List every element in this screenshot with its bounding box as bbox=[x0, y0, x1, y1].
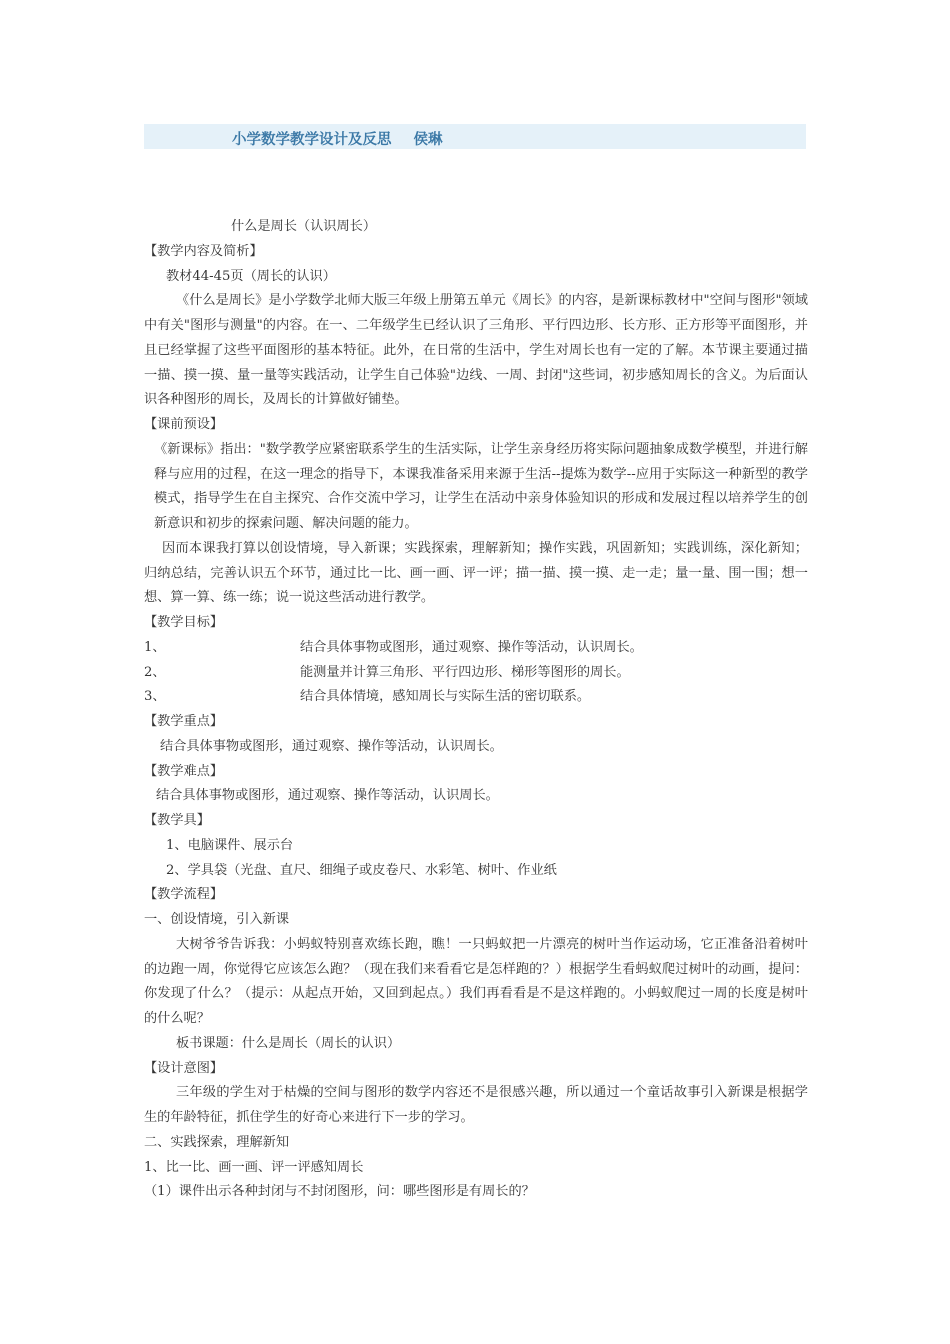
goal-text: 能测量并计算三角形、平行四边形、梯形等图形的周长。 bbox=[300, 664, 630, 680]
content-paragraph: 《什么是周长》是小学数学北师大版三年级上册第五单元《周长》的内容，是新课标教材中"空间与图形"领域中有关"图形与测量"的内容。在一、二年级学生已经认识了三角形、平行四边形、长方形、正方形等平面图形，并且已经掌握了这些平面图形的基本特征。此外，在日常的生活中，学生对周长也有一定的了解。本节课主要通过描一描、摸一摸、量一量等实践活动，让学生自己体验"边线、一周、封闭"这些词，初步感知周长的含义。为后面认识各种图形的周长，及周长的计算做好铺垫。 bbox=[144, 293, 808, 408]
step1-paragraph: 大树爷爷告诉我：小蚂蚁特别喜欢练长跑，瞧！一只蚂蚁把一片漂亮的树叶当作运动场，它正准备沿着树叶的边跑一周，你觉得它应该怎么跑？（现在我们来看看它是怎样跑的？）根据学生看蚂蚁爬过树叶的动画，提问：你发现了什么？（提示：从起点开始，又回到起点。）我们再看看是不是这样跑的。小蚂蚁爬过一周的长度是树叶的什么呢？ bbox=[144, 936, 808, 1026]
title-bar bbox=[144, 124, 806, 149]
goal-text: 结合具体事物或图形，通过观察、操作等活动，认识周长。 bbox=[300, 639, 643, 655]
section-heading-design: 【设计意图】 bbox=[144, 1060, 224, 1076]
lesson-subtitle: 什么是周长（认识周长） bbox=[231, 219, 377, 234]
step-heading-1: 一、创设情境，引入新课 bbox=[144, 912, 290, 927]
step-sub-heading: 1、比一比、画一画、评一评感知周长 bbox=[144, 1159, 364, 1175]
step-heading-2: 二、实践探索，理解新知 bbox=[144, 1134, 290, 1150]
board-title: 板书课题：什么是周长（周长的认识） bbox=[176, 1035, 401, 1051]
section-heading-key: 【教学重点】 bbox=[144, 714, 224, 729]
goal-number: 2、 bbox=[144, 664, 166, 680]
document-body bbox=[144, 215, 808, 1205]
tool-item: 2、学具袋（光盘、直尺、细绳子或皮卷尺、水彩笔、树叶、作业纸 bbox=[166, 862, 557, 878]
preset-paragraph-2: 因而本课我打算以创设情境，导入新课；实践探索，理解新知；操作实践，巩固新知；实践训练，深化新知；归纳总结，完善认识五个环节，通过比一比、画一画、评一评；描一描、摸一摸、走一走；量一量、围一围；想一想、算一算、练一练；说一说这些活动进行教学。 bbox=[144, 540, 808, 606]
section-heading-goals: 【教学目标】 bbox=[144, 615, 224, 630]
goal-number: 3、 bbox=[144, 689, 166, 705]
goal-item bbox=[144, 636, 808, 661]
key-point-text: 结合具体事物或图形，通过观察、操作等活动，认识周长。 bbox=[160, 738, 503, 754]
section-heading-tools: 【教学具】 bbox=[144, 813, 210, 828]
section-heading-content: 【教学内容及简析】 bbox=[144, 243, 263, 259]
difficult-point-text: 结合具体事物或图形，通过观察、操作等活动，认识周长。 bbox=[156, 788, 499, 804]
section-heading-preset: 【课前预设】 bbox=[144, 417, 224, 432]
title-author: 侯琳 bbox=[413, 132, 443, 148]
page-title bbox=[232, 128, 443, 149]
goal-number: 1、 bbox=[144, 639, 166, 655]
goal-item bbox=[144, 685, 808, 710]
preset-paragraph-1: 《新课标》指出："数学教学应紧密联系学生的生活实际，让学生亲身经历将实际问题抽象成数学模型，并进行解释与应用的过程，在这一理念的指导下，本课我准备采用来源于生活--提炼为数学--应用于实际这一种新型的教学模式，指导学生在自主探究、合作交流中学习，让学生在活动中亲身体验知识的形成和发展过程以培养学生的创新意识和初步的探索问题、解决问题的能力。 bbox=[154, 441, 808, 531]
tool-item: 1、电脑课件、展示台 bbox=[166, 837, 294, 853]
textbook-reference: 教材44-45页（周长的认识） bbox=[166, 268, 336, 284]
goal-text: 结合具体情境，感知周长与实际生活的密切联系。 bbox=[300, 689, 591, 705]
step-sub-item: （1）课件出示各种封闭与不封闭图形，问：哪些图形是有周长的？ bbox=[144, 1184, 535, 1200]
section-heading-flow: 【教学流程】 bbox=[144, 887, 224, 903]
title-main: 小学数学教学设计及反思 bbox=[232, 132, 392, 148]
goal-item bbox=[144, 661, 808, 686]
section-heading-difficult: 【教学难点】 bbox=[144, 763, 224, 779]
design-paragraph: 三年级的学生对于枯燥的空间与图形的数学内容还不是很感兴趣，所以通过一个童话故事引入新课是根据学生的年龄特征，抓住学生的好奇心来进行下一步的学习。 bbox=[144, 1085, 808, 1125]
